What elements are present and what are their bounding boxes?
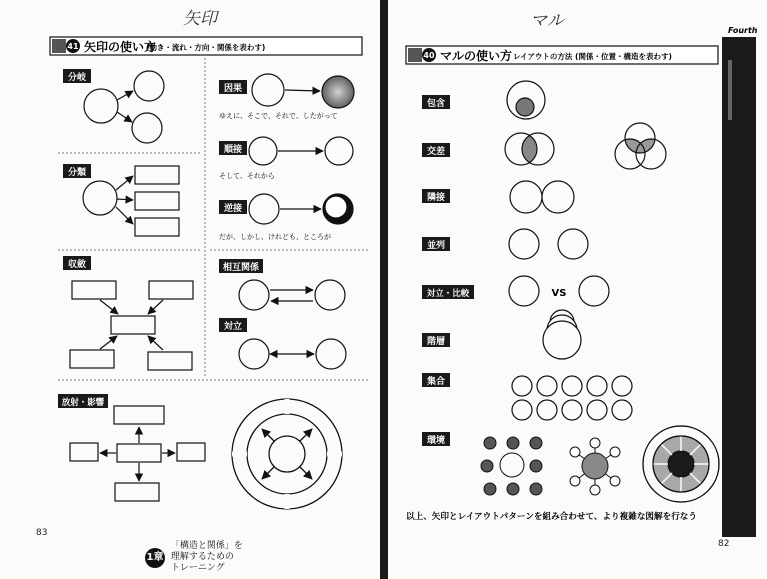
mutual-diagram [239, 280, 345, 310]
sequence-note: そして、それから [219, 172, 275, 180]
label-radiate: 放射・影響 [61, 398, 105, 408]
layer-diagram [543, 310, 581, 359]
chapter-badge: 1章 [145, 548, 165, 568]
environment-diagram-2 [570, 438, 620, 495]
label-cause: 因果 [223, 84, 243, 94]
label-intersect: 交差 [426, 147, 446, 157]
collect-diagram [512, 376, 632, 420]
corner-tab-label: Fourth [728, 26, 758, 35]
corner-tab [722, 26, 758, 537]
label-mutual: 相互関係 [222, 263, 260, 273]
right-page-number: 82 [718, 539, 730, 549]
ring-radiate-diagram [232, 399, 342, 509]
left-page-number: 83 [36, 528, 48, 538]
right-page [388, 0, 767, 579]
label-converge: 収斂 [67, 260, 87, 270]
label-collect: 集合 [426, 377, 446, 387]
right-header [406, 46, 718, 64]
right-page-diagrams [388, 0, 767, 579]
label-adjacent: 隣接 [426, 193, 446, 203]
right-page-subtitle: レイアウトの方法 (関係・位置・構造を表わす) [513, 52, 672, 61]
cause-diagram [252, 74, 354, 108]
chapter-line-2: 理解するための [170, 552, 234, 562]
classify-diagram [83, 166, 179, 236]
environment-diagram-3 [643, 426, 719, 502]
converge-diagram [70, 281, 193, 370]
label-parallel: 並列 [426, 241, 446, 251]
label-adverse: 逆接 [223, 204, 243, 214]
contain-diagram [507, 81, 545, 119]
oppose-diagram [239, 339, 346, 369]
right-footer-text: 以上、矢印とレイアウトパターンを組み合わせて、より複雑な図解を行なう [406, 512, 697, 522]
label-environment: 環境 [426, 436, 446, 446]
label-contrast: 対立・比較 [426, 289, 470, 299]
radiate-diagram [70, 406, 205, 501]
parallel-diagram [509, 229, 588, 259]
adjacent-diagram [510, 181, 574, 213]
dividers [58, 58, 368, 380]
chapter-caption [145, 541, 243, 574]
intersect-diagram [505, 123, 666, 169]
handwritten-note-left: 矢印 [183, 9, 217, 29]
branch-diagram [84, 71, 164, 143]
right-page-title: マルの使い方 [440, 49, 513, 63]
chapter-line-3: トレーニング [170, 563, 225, 573]
right-section-number: 40 [423, 51, 435, 60]
label-oppose: 対立 [223, 322, 243, 332]
vs-text: VS [551, 288, 567, 299]
handwritten-note-right: マル [530, 11, 564, 31]
adverse-note: だが、しかし、けれども、ところが [219, 233, 331, 241]
label-classify: 分類 [67, 168, 87, 178]
label-branch: 分岐 [67, 73, 87, 83]
label-sequence: 順接 [223, 145, 243, 155]
label-layer: 階層 [426, 337, 446, 347]
sequence-diagram [249, 137, 353, 165]
page-subtitle: (動き・流れ・方向・関係を表わす) [146, 43, 266, 52]
left-labels [58, 69, 338, 408]
adverse-diagram [249, 194, 353, 224]
cause-note: ゆえに、そこで、それで、したがって [219, 112, 338, 120]
left-header [50, 37, 362, 55]
label-contain: 包含 [426, 99, 446, 109]
right-labels [422, 95, 474, 446]
page-title: 矢印の使い方 [84, 40, 157, 54]
environment-diagram-1 [481, 437, 542, 495]
section-number: 41 [67, 42, 79, 51]
chapter-line-1: 「構造と関係」を [170, 541, 243, 551]
